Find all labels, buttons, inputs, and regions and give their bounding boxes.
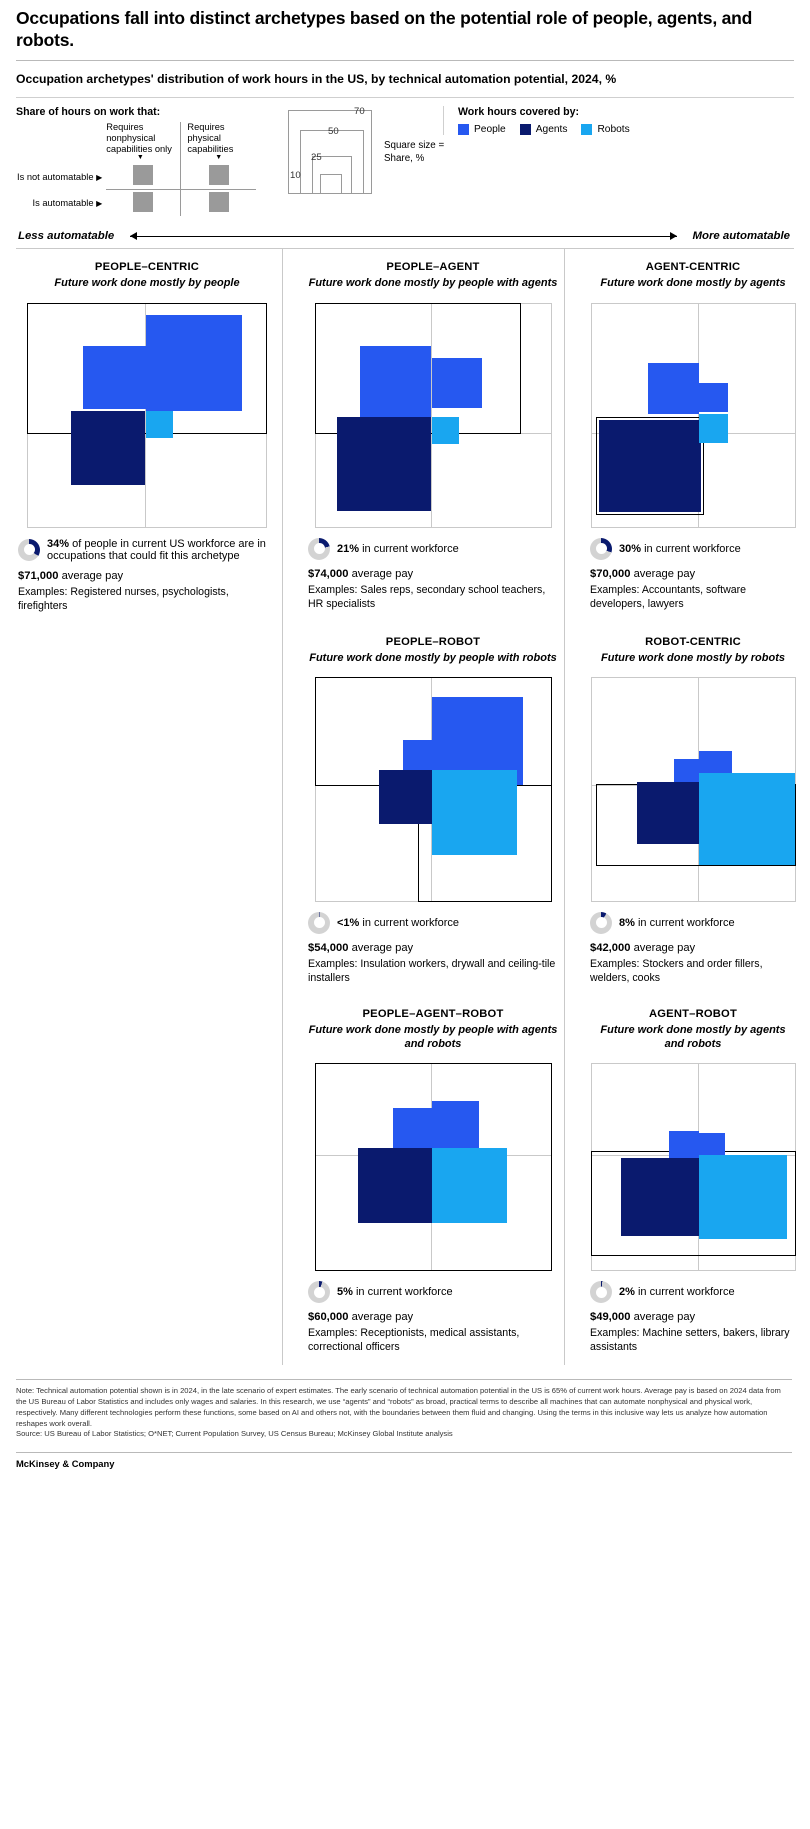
workforce-stat-text bbox=[337, 917, 459, 929]
legend-label-agents: Agents bbox=[535, 124, 568, 136]
workforce-stat-text bbox=[619, 917, 735, 929]
square-agents bbox=[599, 420, 701, 512]
donut-chart-icon bbox=[308, 538, 330, 560]
legend-key-agents bbox=[520, 124, 568, 135]
workforce-share: 2% bbox=[619, 1286, 635, 1299]
plot-left-line bbox=[591, 677, 592, 902]
average-pay bbox=[590, 1311, 796, 1323]
average-pay-value: $42,000 bbox=[590, 941, 631, 954]
plot-top-line bbox=[591, 1063, 796, 1064]
source-line: Source: US Bureau of Labor Statistics; O*NET; Current Population Survey, US Census Bureau; McKinsey Global Institute analysis bbox=[16, 1429, 453, 1439]
workforce-stat-desc: in current workforce bbox=[362, 542, 459, 555]
square-people bbox=[360, 346, 431, 417]
average-pay-label: average pay bbox=[633, 567, 696, 580]
axis-arrow bbox=[130, 236, 676, 237]
matrix-col-header-physical: Requires physical capabilities bbox=[187, 122, 234, 154]
grid-divider-2 bbox=[564, 249, 565, 1365]
footer bbox=[8, 1365, 802, 1479]
square-agents bbox=[71, 411, 145, 485]
average-pay-value: $60,000 bbox=[308, 1311, 349, 1324]
legend-keys-title: Work hours covered by: bbox=[458, 106, 580, 119]
workforce-stat-desc: in current workforce bbox=[637, 1286, 735, 1299]
square-agents bbox=[337, 417, 431, 511]
archetype-title: PEOPLE–AGENT–ROBOT bbox=[362, 1007, 504, 1020]
plot-top-line bbox=[591, 677, 796, 678]
average-pay-label: average pay bbox=[633, 941, 696, 954]
square-people bbox=[669, 1131, 699, 1161]
average-pay-value: $74,000 bbox=[308, 567, 349, 580]
archetype-card-agent-robot bbox=[572, 996, 810, 1366]
chart-subtitle: Occupation archetypes' distribution of work hours in the US, by technical automation potential, 2024, % bbox=[16, 71, 617, 86]
plot-bottom-line bbox=[591, 527, 796, 528]
average-pay bbox=[590, 942, 796, 954]
average-pay-label: average pay bbox=[633, 1311, 696, 1324]
workforce-share: 21% bbox=[337, 542, 360, 555]
page-title: Occupations fall into distinct archetypes based on the potential role of people, agents, and robots. bbox=[16, 8, 753, 50]
archetype-plot bbox=[591, 1063, 796, 1271]
workforce-stat-text bbox=[337, 1286, 453, 1298]
legend-swatch-agents bbox=[520, 124, 531, 135]
donut-chart-icon bbox=[590, 1281, 612, 1303]
archetype-title: ROBOT-CENTRIC bbox=[645, 635, 741, 648]
square-agents bbox=[637, 782, 699, 844]
brand-name: McKinsey & Company bbox=[16, 1458, 115, 1470]
workforce-share: 34% bbox=[47, 537, 70, 550]
archetype-grid bbox=[8, 249, 802, 1365]
archetype-card-people-robot bbox=[290, 624, 572, 996]
caret-down-icon: ▼ bbox=[215, 154, 223, 162]
square-agents bbox=[621, 1158, 699, 1236]
plot-right-line bbox=[551, 303, 552, 528]
archetype-subtitle: Future work done mostly by agents and robots bbox=[600, 1023, 786, 1051]
average-pay-label: average pay bbox=[351, 567, 414, 580]
plot-right-line bbox=[795, 303, 796, 528]
legend-swatch-people bbox=[458, 124, 469, 135]
square-people-physical bbox=[699, 383, 728, 412]
average-pay-value: $54,000 bbox=[308, 941, 349, 954]
grid-divider-1 bbox=[282, 249, 283, 1365]
archetype-subtitle: Future work done mostly by people with robots bbox=[309, 651, 557, 664]
workforce-stat bbox=[590, 538, 796, 560]
square-robots bbox=[432, 417, 459, 444]
archetype-plot bbox=[315, 677, 552, 902]
square-people bbox=[393, 1108, 433, 1148]
workforce-stat-desc: in current workforce bbox=[637, 916, 735, 929]
examples-text: Examples: Machine setters, bakers, library assistants bbox=[590, 1327, 790, 1354]
archetype-title: AGENT–ROBOT bbox=[649, 1007, 737, 1020]
average-pay-value: $70,000 bbox=[590, 567, 631, 580]
workforce-stat-desc: in current workforce bbox=[362, 916, 459, 929]
archetype-subtitle: Future work done mostly by people bbox=[54, 277, 240, 290]
archetype-subtitle: Future work done mostly by people with agents and robots bbox=[308, 1023, 558, 1051]
average-pay bbox=[590, 568, 796, 580]
workforce-stat bbox=[308, 1281, 558, 1303]
square-robots bbox=[432, 1148, 507, 1223]
legend-key-robots bbox=[581, 124, 629, 135]
square-robots bbox=[699, 1155, 787, 1239]
archetype-grid-empty-cell bbox=[8, 996, 290, 1366]
axis-label-right: More automatable bbox=[692, 230, 790, 243]
examples-text: Examples: Registered nurses, psychologists, firefighters bbox=[18, 585, 229, 612]
matrix-swatch-physical-automatable bbox=[209, 192, 229, 212]
archetype-card-robot-centric bbox=[572, 624, 810, 996]
donut-chart-icon bbox=[308, 912, 330, 934]
footnote: Note: Technical automation potential shown is in 2024, in the late scenario of expert estimates. The early scenario of technical automation potential in the US is 65% of current work hours. Average pay is based on 2024 data from the US Bureau of Labor Statistics and includes only wages and salaries. In this research, we use “agents” and “robots” as broad, practical terms to describe all machines that can automate nonphysical and physical work, respectively. Many different technologies perform these functions, some based on AI and others not, with the boundaries between them fluid and changing. Using the terms in this inclusive way lets us analyze how automation reshapes work overall. bbox=[16, 1386, 781, 1428]
size-key-note: Square size = Share, % bbox=[384, 140, 445, 164]
legend-matrix bbox=[16, 106, 256, 216]
plot-left-line bbox=[591, 303, 592, 528]
archetype-plot bbox=[591, 303, 796, 528]
square-robots bbox=[146, 411, 173, 438]
plot-top-line bbox=[591, 303, 796, 304]
archetype-title: PEOPLE–CENTRIC bbox=[94, 261, 200, 274]
workforce-stat bbox=[308, 912, 558, 934]
archetype-grid-empty-cell bbox=[8, 624, 290, 996]
average-pay-label: average pay bbox=[351, 1311, 414, 1324]
matrix-swatch-nonphysical-automatable bbox=[133, 192, 153, 212]
archetype-card-people-centric bbox=[8, 249, 290, 623]
square-people-physical bbox=[432, 1101, 479, 1148]
legend-swatch-robots bbox=[581, 124, 592, 135]
workforce-stat-desc: in current workforce bbox=[644, 542, 741, 555]
workforce-stat bbox=[18, 538, 276, 562]
archetype-card-people-agent-robot bbox=[290, 996, 572, 1366]
square-robots bbox=[699, 773, 795, 865]
square-people-physical bbox=[146, 315, 242, 411]
matrix-swatch-physical-not-automatable bbox=[209, 165, 229, 185]
workforce-stat bbox=[590, 912, 796, 934]
legend-matrix-title: Share of hours on work that: bbox=[16, 106, 161, 119]
average-pay-label: average pay bbox=[351, 941, 414, 954]
archetype-plot bbox=[315, 303, 552, 528]
plot-bottom-line bbox=[591, 901, 796, 902]
archetype-subtitle: Future work done mostly by robots bbox=[601, 651, 785, 664]
archetype-plot bbox=[591, 677, 796, 902]
examples-text: Examples: Stockers and order fillers, welders, cooks bbox=[590, 957, 763, 984]
donut-chart-icon bbox=[590, 912, 612, 934]
examples-text: Examples: Sales reps, secondary school teachers, HR specialists bbox=[308, 583, 546, 610]
workforce-stat bbox=[308, 538, 558, 560]
donut-chart-icon bbox=[308, 1281, 330, 1303]
axis-label-left: Less automatable bbox=[18, 230, 115, 243]
donut-chart-icon bbox=[590, 538, 612, 560]
caret-right-icon: ▶ bbox=[96, 199, 103, 209]
workforce-share: <1% bbox=[337, 916, 360, 929]
archetype-title: AGENT-CENTRIC bbox=[645, 261, 741, 274]
archetype-card-people-agent bbox=[290, 249, 572, 623]
caret-down-icon: ▼ bbox=[136, 154, 144, 162]
brand-divider bbox=[16, 1452, 792, 1453]
archetype-plot bbox=[315, 1063, 552, 1271]
square-people-physical bbox=[432, 358, 482, 408]
workforce-share: 30% bbox=[619, 542, 642, 555]
square-robots bbox=[699, 414, 728, 443]
matrix-row-label-not-automatable: Is not automatable bbox=[17, 171, 94, 182]
size-key-box-10 bbox=[320, 174, 342, 194]
average-pay-label: average pay bbox=[61, 569, 124, 582]
average-pay bbox=[308, 568, 558, 580]
average-pay bbox=[308, 1311, 558, 1323]
legend-size-key bbox=[256, 106, 445, 213]
size-key-label-50: 50 bbox=[328, 126, 339, 138]
matrix-row-label-automatable: Is automatable bbox=[32, 198, 94, 209]
archetype-card-agent-centric bbox=[572, 249, 810, 623]
plot-bottom-line bbox=[27, 527, 267, 528]
legend-color-keys bbox=[443, 106, 794, 135]
square-people bbox=[83, 346, 146, 409]
archetype-title: PEOPLE–AGENT bbox=[386, 261, 480, 274]
archetype-subtitle: Future work done mostly by people with agents bbox=[308, 277, 558, 290]
donut-chart-icon bbox=[18, 539, 40, 561]
square-robots bbox=[432, 770, 517, 855]
archetype-plot bbox=[27, 303, 267, 528]
size-key-label-25: 25 bbox=[311, 152, 322, 164]
workforce-stat-text bbox=[337, 543, 459, 555]
workforce-stat-text bbox=[47, 538, 276, 562]
average-pay bbox=[18, 570, 276, 582]
examples-text: Examples: Accountants, software developers, lawyers bbox=[590, 583, 747, 610]
matrix-col-header-nonphysical: Requires nonphysical capabilities only bbox=[106, 122, 172, 154]
average-pay-value: $71,000 bbox=[18, 569, 59, 582]
archetype-title: PEOPLE–ROBOT bbox=[385, 635, 481, 648]
square-agents bbox=[358, 1148, 433, 1223]
workforce-share: 8% bbox=[619, 916, 635, 929]
square-people bbox=[403, 740, 433, 770]
footer-divider bbox=[16, 1379, 792, 1380]
average-pay-value: $49,000 bbox=[590, 1311, 631, 1324]
caret-right-icon: ▶ bbox=[96, 172, 103, 182]
archetype-subtitle: Future work done mostly by agents bbox=[600, 277, 786, 290]
legend-key-people bbox=[458, 124, 506, 135]
square-agents bbox=[379, 770, 433, 824]
square-people bbox=[648, 363, 699, 414]
workforce-stat-text bbox=[619, 543, 741, 555]
examples-text: Examples: Receptionists, medical assistants, correctional officers bbox=[308, 1327, 520, 1354]
average-pay bbox=[308, 942, 558, 954]
workforce-stat-text bbox=[619, 1286, 735, 1298]
size-key-label-10: 10 bbox=[290, 170, 301, 182]
examples-text: Examples: Insulation workers, drywall and ceiling-tile installers bbox=[308, 957, 556, 984]
automatability-axis bbox=[8, 216, 802, 248]
workforce-share: 5% bbox=[337, 1286, 353, 1299]
size-key-label-70: 70 bbox=[354, 106, 365, 118]
workforce-stat bbox=[590, 1281, 796, 1303]
square-people bbox=[674, 759, 699, 784]
plot-bottom-line bbox=[591, 1270, 796, 1271]
matrix-swatch-nonphysical-not-automatable bbox=[133, 165, 153, 185]
legend-label-people: People bbox=[474, 124, 506, 136]
legend-block bbox=[8, 98, 802, 216]
plot-bottom-line bbox=[315, 527, 552, 528]
workforce-stat-desc: of people in current US workforce are in occupations that could fit this archetype bbox=[47, 537, 266, 562]
workforce-stat-desc: in current workforce bbox=[355, 1286, 453, 1299]
legend-label-robots: Robots bbox=[597, 124, 630, 136]
